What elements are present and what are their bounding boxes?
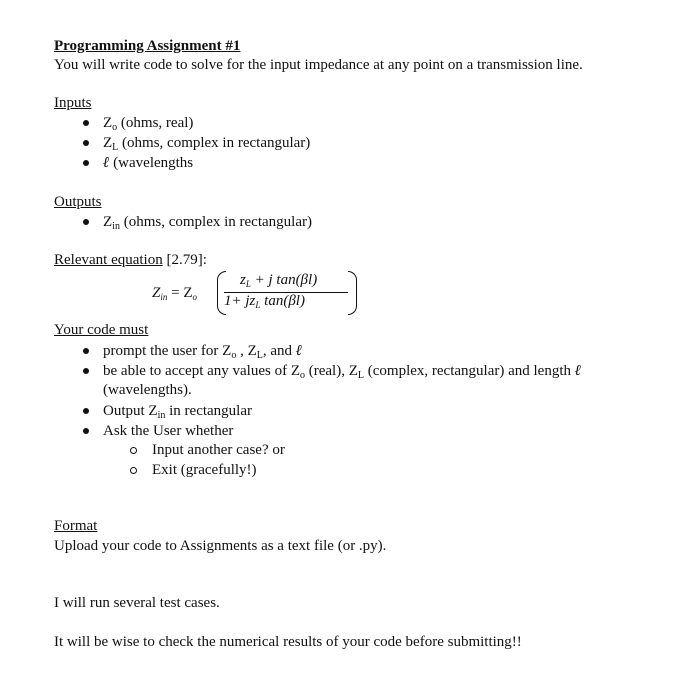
equation-denominator: $1+ jz_L$ tan(βl) [224, 293, 305, 310]
equation-lhs: $Z_{in} = Z_o$ [152, 285, 197, 302]
format-text: Upload your code to Assignments as a text file (or .py). [54, 538, 387, 554]
bullet-icon [83, 120, 89, 126]
circle-bullet-icon [130, 467, 137, 474]
output-item-zin: $Z_{in}$ (ohms, complex in rectangular) [103, 214, 312, 232]
sub-item-input-another: Input another case? or [152, 442, 285, 458]
inputs-heading: Inputs [54, 95, 92, 111]
code-must-item-prompt: prompt the user for $Z_o$ , $Z_L$, and ℓ [103, 343, 303, 361]
input-item-zl: $Z_L$ (ohms, complex in rectangular) [103, 135, 311, 153]
bullet-icon [83, 160, 89, 166]
intro-text: You will write code to solve for the input impedance at any point on a transmission line. [54, 57, 583, 73]
code-must-item-ask: Ask the User whether [103, 423, 234, 439]
code-must-item-accept: be able to accept any values of $Z_o$ (real), $Z_L$ (complex, rectangular) and length ℓ [103, 363, 582, 381]
bullet-icon [83, 219, 89, 225]
sub-item-exit: Exit (gracefully!) [152, 462, 257, 478]
bullet-icon [83, 140, 89, 146]
right-paren [348, 271, 357, 315]
input-item-zo: $Z_o$ (ohms, real) [103, 115, 194, 133]
page-title: Programming Assignment #1 [54, 38, 241, 54]
test-note: I will run several test cases. [54, 595, 220, 611]
final-note: It will be wise to check the numerical results of your code before submitting!! [54, 634, 522, 650]
equation-numerator: $z_L + j$ tan(βl) [240, 272, 318, 289]
bullet-icon [83, 428, 89, 434]
bullet-icon [83, 368, 89, 374]
code-must-item-output: Output $Z_{in}$ in rectangular [103, 403, 252, 421]
outputs-heading: Outputs [54, 194, 102, 210]
format-heading: Format [54, 518, 98, 534]
code-must-heading: Your code must [54, 322, 149, 338]
input-item-length: ℓ (wavelengths [103, 155, 194, 171]
circle-bullet-icon [130, 447, 137, 454]
bullet-icon [83, 408, 89, 414]
code-must-item-accept-cont: (wavelengths). [103, 382, 192, 398]
bullet-icon [83, 348, 89, 354]
equation-label: Relevant equation [2.79]: [54, 252, 207, 268]
